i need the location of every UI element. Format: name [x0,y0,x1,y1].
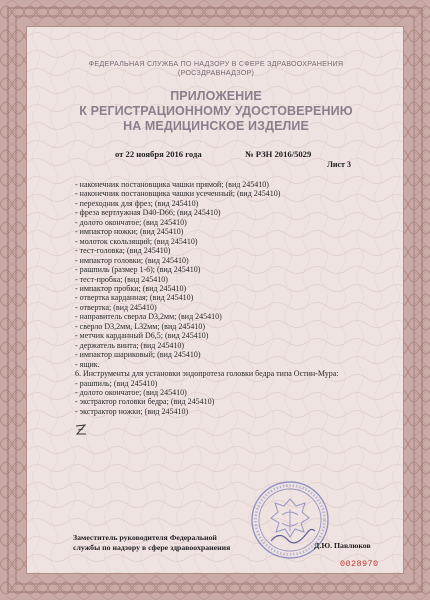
list-item: - импактор шариковый; (вид 245410) [75,350,201,360]
issue-date: от 22 ноября 2016 года [115,149,202,159]
instrument-list [75,180,365,416]
list-item: - долото окончатое; (вид 245410) [75,217,187,227]
list-item: - молоток скользящий; (вид 245410) [75,236,198,246]
serial-number: 0028970 [340,559,379,569]
list-item: - держатель винта; (вид 245410) [75,340,185,350]
list-item: - метчик карданный D6,5; (вид 245410) [75,331,209,341]
signatory-name: Д.Ю. Павлюков [314,541,371,550]
list-item: - отвертка карданная; (вид 245410) [75,293,194,303]
position-line-2: службы по надзору в сфере здравоохранения [73,542,231,552]
section-heading: 6. Инструменты для установки эндопротеза головки бедра типа Остин-Мура: [75,369,339,379]
list-item: - сверло D3,2мм, L32мм; (вид 245410) [75,321,205,331]
document-title [27,89,404,134]
agency-name: ФЕДЕРАЛЬНАЯ СЛУЖБА ПО НАДЗОРУ В СФЕРЕ ЗДРАВООХРАНЕНИЯ [88,59,344,68]
list-item: - тест-головка; (вид 245410) [75,246,171,256]
list-item: - наконечник постановщика чашки прямой; (вид 245410) [75,180,269,189]
list-item: - рашпиль (размер 1-6); (вид 245410) [75,265,201,275]
title-line-3: НА МЕДИЦИНСКОЕ ИЗДЕЛИЕ [123,119,309,133]
list-item: - ящик. [75,359,100,369]
list-item: - долото окончатое; (вид 245410) [75,387,187,397]
list-item: - импактор головки; (вид 245410) [75,255,189,265]
registration-number: № РЗН 2016/5029 [245,149,312,159]
signatory-position [73,533,230,553]
title-line-2: К РЕГИСТРАЦИОННОМУ УДОСТОВЕРЕНИЮ [79,104,353,118]
agency-abbreviation: (РОСЗДРАВНАДЗОР) [177,68,255,77]
list-item: - импактор ножки; (вид 245410) [75,227,184,237]
list-item: - фреза вертлужная D40-D66; (вид 245410) [75,208,221,218]
list-item: - наконечник постановщика чашки усеченный; (вид 245410) [75,189,281,199]
z-closing-mark [74,423,88,437]
list-item: - направитель сверла D3,2мм; (вид 245410) [75,312,222,322]
list-item: - переходник для фрез; (вид 245410) [75,198,199,208]
list-item: - экстрактор ножки; (вид 245410) [75,406,189,416]
list-item: - тест-пробка; (вид 245410) [75,274,168,284]
list-item: - рашпиль; (вид 245410) [75,378,158,388]
title-line-1: ПРИЛОЖЕНИЕ [170,89,262,103]
document-panel [26,26,404,574]
position-line-1: Заместитель руководителя Федеральной [73,533,217,542]
list-item: - импактор пробки; (вид 245410) [75,283,187,293]
list-item: - экстрактор головки бедра; (вид 245410) [75,397,215,407]
sheet-number: Лист 3 [326,160,351,169]
list-item: - отвертка; (вид 245410) [75,302,157,312]
issuing-agency [27,59,404,77]
